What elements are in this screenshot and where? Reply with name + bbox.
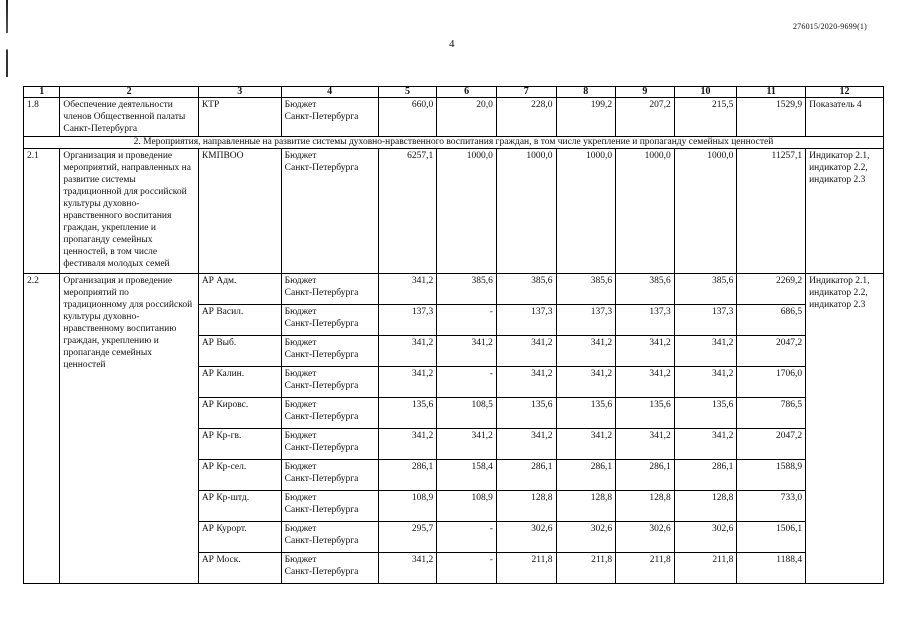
funding-source-line1: Бюджет xyxy=(284,524,317,534)
value-col9: 1000,0 xyxy=(616,149,675,274)
value-col9: 286,1 xyxy=(616,460,675,491)
funding-source-line2: Санкт-Петербурга xyxy=(284,350,359,360)
value-col10: 215,5 xyxy=(674,98,737,137)
executor: АР Кр-штд. xyxy=(198,491,281,522)
executor: АР Курорт. xyxy=(198,522,281,553)
funding-source-line1: Бюджет xyxy=(284,555,317,565)
value-col5: 137,3 xyxy=(378,305,437,336)
funding-source xyxy=(281,367,378,398)
funding-source-line1: Бюджет xyxy=(284,400,317,410)
executor: КТР xyxy=(198,98,281,137)
value-col6: 1000,0 xyxy=(437,149,497,274)
value-col7: 286,1 xyxy=(496,460,556,491)
executor: АР Калин. xyxy=(198,367,281,398)
funding-source-line1: Бюджет xyxy=(284,493,317,503)
value-col11: 686,5 xyxy=(737,305,806,336)
value-col11: 733,0 xyxy=(737,491,806,522)
value-col10: 128,8 xyxy=(674,491,737,522)
value-col6: - xyxy=(437,305,497,336)
funding-source-line2: Санкт-Петербурга xyxy=(284,112,359,122)
value-col5: 6257,1 xyxy=(378,149,437,274)
value-col11: 2047,2 xyxy=(737,336,806,367)
executor: АР Моск. xyxy=(198,553,281,584)
value-col11: 2047,2 xyxy=(737,429,806,460)
value-col6: 108,5 xyxy=(437,398,497,429)
funding-source-line1: Бюджет xyxy=(284,151,317,161)
funding-source-line2: Санкт-Петербурга xyxy=(284,163,359,173)
header-cell: 6 xyxy=(437,87,497,98)
funding-source xyxy=(281,149,378,274)
value-col11: 1506,1 xyxy=(737,522,806,553)
activity-name: Обеспечение деятельности членов Общественной палаты Санкт-Петербурга xyxy=(60,98,198,137)
value-col9: 137,3 xyxy=(616,305,675,336)
value-col5: 341,2 xyxy=(378,336,437,367)
funding-source-line1: Бюджет xyxy=(284,431,317,441)
value-col11: 2269,2 xyxy=(737,274,806,305)
funding-source-line2: Санкт-Петербурга xyxy=(284,381,359,391)
activity-name: Организация и проведение мероприятий, направленных на развитие системы традиционной для российской культуры духовно-нравственного воспитания граждан, укрепление и пропаганду семейных ценностей, в том числе фестиваля молодых семей xyxy=(60,149,198,274)
value-col7: 341,2 xyxy=(496,367,556,398)
value-col6: - xyxy=(437,553,497,584)
header-cell: 10 xyxy=(674,87,737,98)
value-col10: 302,6 xyxy=(674,522,737,553)
value-col10: 135,6 xyxy=(674,398,737,429)
funding-source xyxy=(281,398,378,429)
value-col7: 135,6 xyxy=(496,398,556,429)
section-heading: 2. Мероприятия, направленные на развитие системы духовно-нравственного воспитания граждан, в том числе укрепление и пропаганду семейных ценностей xyxy=(24,137,884,149)
value-col6: 341,2 xyxy=(437,336,497,367)
value-col8: 128,8 xyxy=(556,491,616,522)
funding-source-line1: Бюджет xyxy=(284,338,317,348)
funding-source-line2: Санкт-Петербурга xyxy=(284,412,359,422)
value-col8: 135,6 xyxy=(556,398,616,429)
value-col7: 211,8 xyxy=(496,553,556,584)
value-col7: 302,6 xyxy=(496,522,556,553)
value-col6: 20,0 xyxy=(437,98,497,137)
header-cell: 2 xyxy=(60,87,198,98)
value-col5: 660,0 xyxy=(378,98,437,137)
table-row-2-2 xyxy=(24,274,884,305)
value-col8: 341,2 xyxy=(556,367,616,398)
value-col6: 385,6 xyxy=(437,274,497,305)
scan-edge-mark xyxy=(6,0,8,110)
funding-source-line1: Бюджет xyxy=(284,100,317,110)
indicator: Индикатор 2.1, индикатор 2.2, индикатор 2.3 xyxy=(806,274,884,584)
funding-source xyxy=(281,460,378,491)
value-col11: 1188,4 xyxy=(737,553,806,584)
row-number: 2.1 xyxy=(24,149,60,274)
value-col6: - xyxy=(437,367,497,398)
funding-source xyxy=(281,336,378,367)
funding-source xyxy=(281,553,378,584)
value-col9: 341,2 xyxy=(616,336,675,367)
value-col11: 11257,1 xyxy=(737,149,806,274)
funding-source-line2: Санкт-Петербурга xyxy=(284,474,359,484)
activity-name: Организация и проведение мероприятий по традиционному для российской культуры духовно-нравственному воспитанию граждан, укреплению и пропаганде семейных ценностей xyxy=(60,274,198,584)
value-col10: 137,3 xyxy=(674,305,737,336)
funding-source-line1: Бюджет xyxy=(284,462,317,472)
value-col10: 341,2 xyxy=(674,429,737,460)
value-col8: 341,2 xyxy=(556,429,616,460)
value-col9: 135,6 xyxy=(616,398,675,429)
funding-source-line2: Санкт-Петербурга xyxy=(284,536,359,546)
funding-source-line1: Бюджет xyxy=(284,369,317,379)
value-col6: - xyxy=(437,522,497,553)
header-cell: 1 xyxy=(24,87,60,98)
value-col6: 158,4 xyxy=(437,460,497,491)
funding-source-line2: Санкт-Петербурга xyxy=(284,288,359,298)
value-col5: 341,2 xyxy=(378,274,437,305)
value-col7: 228,0 xyxy=(496,98,556,137)
funding-source xyxy=(281,98,378,137)
value-col8: 211,8 xyxy=(556,553,616,584)
value-col6: 341,2 xyxy=(437,429,497,460)
section-heading-row xyxy=(24,137,884,149)
value-col7: 385,6 xyxy=(496,274,556,305)
value-col9: 341,2 xyxy=(616,367,675,398)
value-col7: 341,2 xyxy=(496,429,556,460)
value-col11: 1529,9 xyxy=(737,98,806,137)
value-col7: 137,3 xyxy=(496,305,556,336)
executor: АР Кировс. xyxy=(198,398,281,429)
header-cell: 12 xyxy=(806,87,884,98)
funding-source-line2: Санкт-Петербурга xyxy=(284,443,359,453)
funding-source xyxy=(281,522,378,553)
executor: АР Кр-сел. xyxy=(198,460,281,491)
executor: АР Выб. xyxy=(198,336,281,367)
funding-source-line2: Санкт-Петербурга xyxy=(284,319,359,329)
header-cell: 4 xyxy=(281,87,378,98)
value-col10: 341,2 xyxy=(674,336,737,367)
value-col9: 128,8 xyxy=(616,491,675,522)
value-col8: 137,3 xyxy=(556,305,616,336)
value-col5: 295,7 xyxy=(378,522,437,553)
executor: АР Васил. xyxy=(198,305,281,336)
indicator: Показатель 4 xyxy=(806,98,884,137)
value-col8: 199,2 xyxy=(556,98,616,137)
row-number: 1.8 xyxy=(24,98,60,137)
funding-source xyxy=(281,491,378,522)
document-id: 276015/2020-9699(1) xyxy=(792,22,867,31)
funding-source-line1: Бюджет xyxy=(284,307,317,317)
header-cell: 3 xyxy=(198,87,281,98)
executor: КМПВОО xyxy=(198,149,281,274)
value-col8: 302,6 xyxy=(556,522,616,553)
funding-source xyxy=(281,305,378,336)
header-row xyxy=(24,87,884,98)
row-number: 2.2 xyxy=(24,274,60,584)
value-col9: 302,6 xyxy=(616,522,675,553)
page-number: 4 xyxy=(449,38,455,50)
header-cell: 7 xyxy=(496,87,556,98)
value-col5: 341,2 xyxy=(378,367,437,398)
value-col5: 341,2 xyxy=(378,553,437,584)
value-col5: 108,9 xyxy=(378,491,437,522)
value-col7: 341,2 xyxy=(496,336,556,367)
table-row-2-1 xyxy=(24,149,884,274)
value-col8: 1000,0 xyxy=(556,149,616,274)
value-col11: 786,5 xyxy=(737,398,806,429)
header-cell: 8 xyxy=(556,87,616,98)
value-col11: 1588,9 xyxy=(737,460,806,491)
value-col6: 108,9 xyxy=(437,491,497,522)
value-col5: 341,2 xyxy=(378,429,437,460)
value-col9: 207,2 xyxy=(616,98,675,137)
value-col9: 385,6 xyxy=(616,274,675,305)
value-col7: 1000,0 xyxy=(496,149,556,274)
table-row-1-8 xyxy=(24,98,884,137)
executor: АР Адм. xyxy=(198,274,281,305)
value-col8: 385,6 xyxy=(556,274,616,305)
value-col11: 1706,0 xyxy=(737,367,806,398)
value-col10: 286,1 xyxy=(674,460,737,491)
value-col7: 128,8 xyxy=(496,491,556,522)
value-col9: 341,2 xyxy=(616,429,675,460)
value-col8: 341,2 xyxy=(556,336,616,367)
indicator: Индикатор 2.1, индикатор 2.2, индикатор 2.3 xyxy=(806,149,884,274)
value-col10: 211,8 xyxy=(674,553,737,584)
executor: АР Кр-гв. xyxy=(198,429,281,460)
funding-source xyxy=(281,429,378,460)
value-col10: 385,6 xyxy=(674,274,737,305)
value-col5: 135,6 xyxy=(378,398,437,429)
value-col5: 286,1 xyxy=(378,460,437,491)
program-table xyxy=(23,86,884,584)
value-col8: 286,1 xyxy=(556,460,616,491)
funding-source xyxy=(281,274,378,305)
header-cell: 5 xyxy=(378,87,437,98)
value-col10: 1000,0 xyxy=(674,149,737,274)
value-col9: 211,8 xyxy=(616,553,675,584)
funding-source-line1: Бюджет xyxy=(284,276,317,286)
header-cell: 9 xyxy=(616,87,675,98)
value-col10: 341,2 xyxy=(674,367,737,398)
funding-source-line2: Санкт-Петербурга xyxy=(284,567,359,577)
funding-source-line2: Санкт-Петербурга xyxy=(284,505,359,515)
header-cell: 11 xyxy=(737,87,806,98)
